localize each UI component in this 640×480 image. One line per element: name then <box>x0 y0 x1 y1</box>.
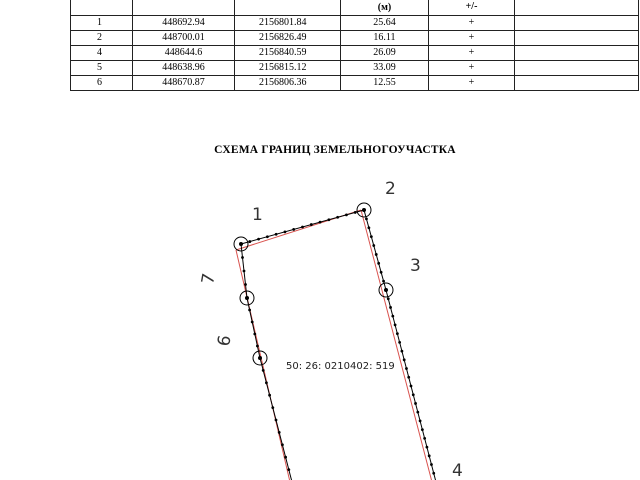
point-label-2: 2 <box>385 179 396 199</box>
boundary-tick <box>243 270 246 273</box>
boundary-tick <box>275 233 278 236</box>
boundary-tick <box>284 456 287 459</box>
row-distance: 16.11 <box>341 31 429 46</box>
boundary-tick <box>327 218 330 221</box>
boundary-tick <box>377 262 380 265</box>
boundary-tick <box>428 454 431 457</box>
row-x: 448692.94 <box>133 16 235 31</box>
boundary-tick <box>403 358 406 361</box>
boundary-tick <box>281 443 284 446</box>
row-num: 1 <box>71 16 133 31</box>
boundary-tick <box>256 345 259 348</box>
point-label-1: 1 <box>252 205 263 225</box>
boundary-tick <box>419 420 422 423</box>
boundary-tick <box>370 235 373 238</box>
row-x: 448638.96 <box>133 61 235 76</box>
vertex-marker-dot <box>362 208 366 212</box>
row-distance: 26.09 <box>341 46 429 61</box>
boundary-tick <box>416 411 419 414</box>
boundary-tick <box>292 228 295 231</box>
boundary-tick <box>432 472 435 475</box>
boundary-tick <box>401 350 404 353</box>
boundary-tick <box>414 402 417 405</box>
boundary-tick <box>372 244 375 247</box>
point-label-7: 7 <box>198 271 220 286</box>
boundary-tick <box>301 226 304 229</box>
boundary-tick <box>391 315 394 318</box>
survey-boundary-line <box>364 210 386 290</box>
boundary-tick <box>262 369 265 372</box>
boundary-tick <box>251 321 254 324</box>
boundary-tick <box>398 341 401 344</box>
point-label-4: 4 <box>452 461 463 480</box>
boundary-tick <box>275 419 278 422</box>
boundary-tick <box>365 217 368 220</box>
row-agreed: + <box>429 31 515 46</box>
row-num: 2 <box>71 31 133 46</box>
boundary-tick <box>367 226 370 229</box>
boundary-tick <box>241 256 244 259</box>
boundary-tick <box>380 271 383 274</box>
vertex-marker-dot <box>245 296 249 300</box>
row-agreed: + <box>429 61 515 76</box>
boundary-tick <box>266 235 269 238</box>
boundary-tick <box>382 280 385 283</box>
boundary-tick <box>394 324 397 327</box>
row-y: 2156826.49 <box>235 31 341 46</box>
row-x: 448644.6 <box>133 46 235 61</box>
boundary-tick <box>345 213 348 216</box>
boundary-tick <box>396 332 399 335</box>
boundary-tick <box>265 381 268 384</box>
row-agreed: + <box>429 46 515 61</box>
row-num: 6 <box>71 76 133 91</box>
row-y: 2156801.84 <box>235 16 341 31</box>
boundary-tick <box>410 385 413 388</box>
boundary-tick <box>248 240 251 243</box>
boundary-tick <box>421 428 424 431</box>
boundary-tick <box>268 394 271 397</box>
boundary-tick <box>375 253 378 256</box>
row-num: 4 <box>71 46 133 61</box>
boundary-tick <box>253 333 256 336</box>
boundary-tick <box>271 406 274 409</box>
row-distance: 12.55 <box>341 76 429 91</box>
boundary-tick <box>287 468 290 471</box>
boundary-tick <box>426 446 429 449</box>
boundary-tick <box>278 431 281 434</box>
boundary-tick <box>319 221 322 224</box>
boundary-tick <box>310 223 313 226</box>
cadastral-number: 50: 26: 0210402: 519 <box>286 361 395 372</box>
boundary-tick <box>430 463 433 466</box>
header-neighbors-line2: +/- <box>465 1 478 12</box>
boundary-tick <box>336 216 339 219</box>
survey-boundary-line <box>247 298 260 358</box>
cadastral-boundary-line <box>361 210 432 480</box>
row-x: 448700.01 <box>133 31 235 46</box>
boundary-tick <box>407 376 410 379</box>
point-label-6: 6 <box>214 333 236 348</box>
row-y: 2156840.59 <box>235 46 341 61</box>
vertex-marker-dot <box>384 288 388 292</box>
boundary-tick <box>405 367 408 370</box>
row-agreed: + <box>429 76 515 91</box>
row-y: 2156815.12 <box>235 61 341 76</box>
parcel-boundaries <box>236 210 436 480</box>
boundary-tick <box>423 437 426 440</box>
scheme-title: СХЕМА ГРАНИЦ ЗЕМЕЛЬНОГОУЧАСТКА <box>214 144 456 156</box>
vertex-marker-dot <box>239 242 243 246</box>
row-num: 5 <box>71 61 133 76</box>
boundary-tick <box>248 309 251 312</box>
boundary-tick <box>387 297 390 300</box>
boundary-tick <box>244 283 247 286</box>
row-distance: 25.64 <box>341 16 429 31</box>
boundary-tick <box>412 393 415 396</box>
boundary-tick <box>284 230 287 233</box>
vertex-marker-dot <box>258 356 262 360</box>
boundary-tick <box>389 306 392 309</box>
point-label-3: 3 <box>410 256 421 276</box>
row-x: 448670.87 <box>133 76 235 91</box>
row-distance: 33.09 <box>341 61 429 76</box>
header-cell-distance: (м) <box>341 0 429 16</box>
boundary-tick <box>354 211 357 214</box>
row-y: 2156806.36 <box>235 76 341 91</box>
row-agreed: + <box>429 16 515 31</box>
boundary-tick <box>257 238 260 241</box>
